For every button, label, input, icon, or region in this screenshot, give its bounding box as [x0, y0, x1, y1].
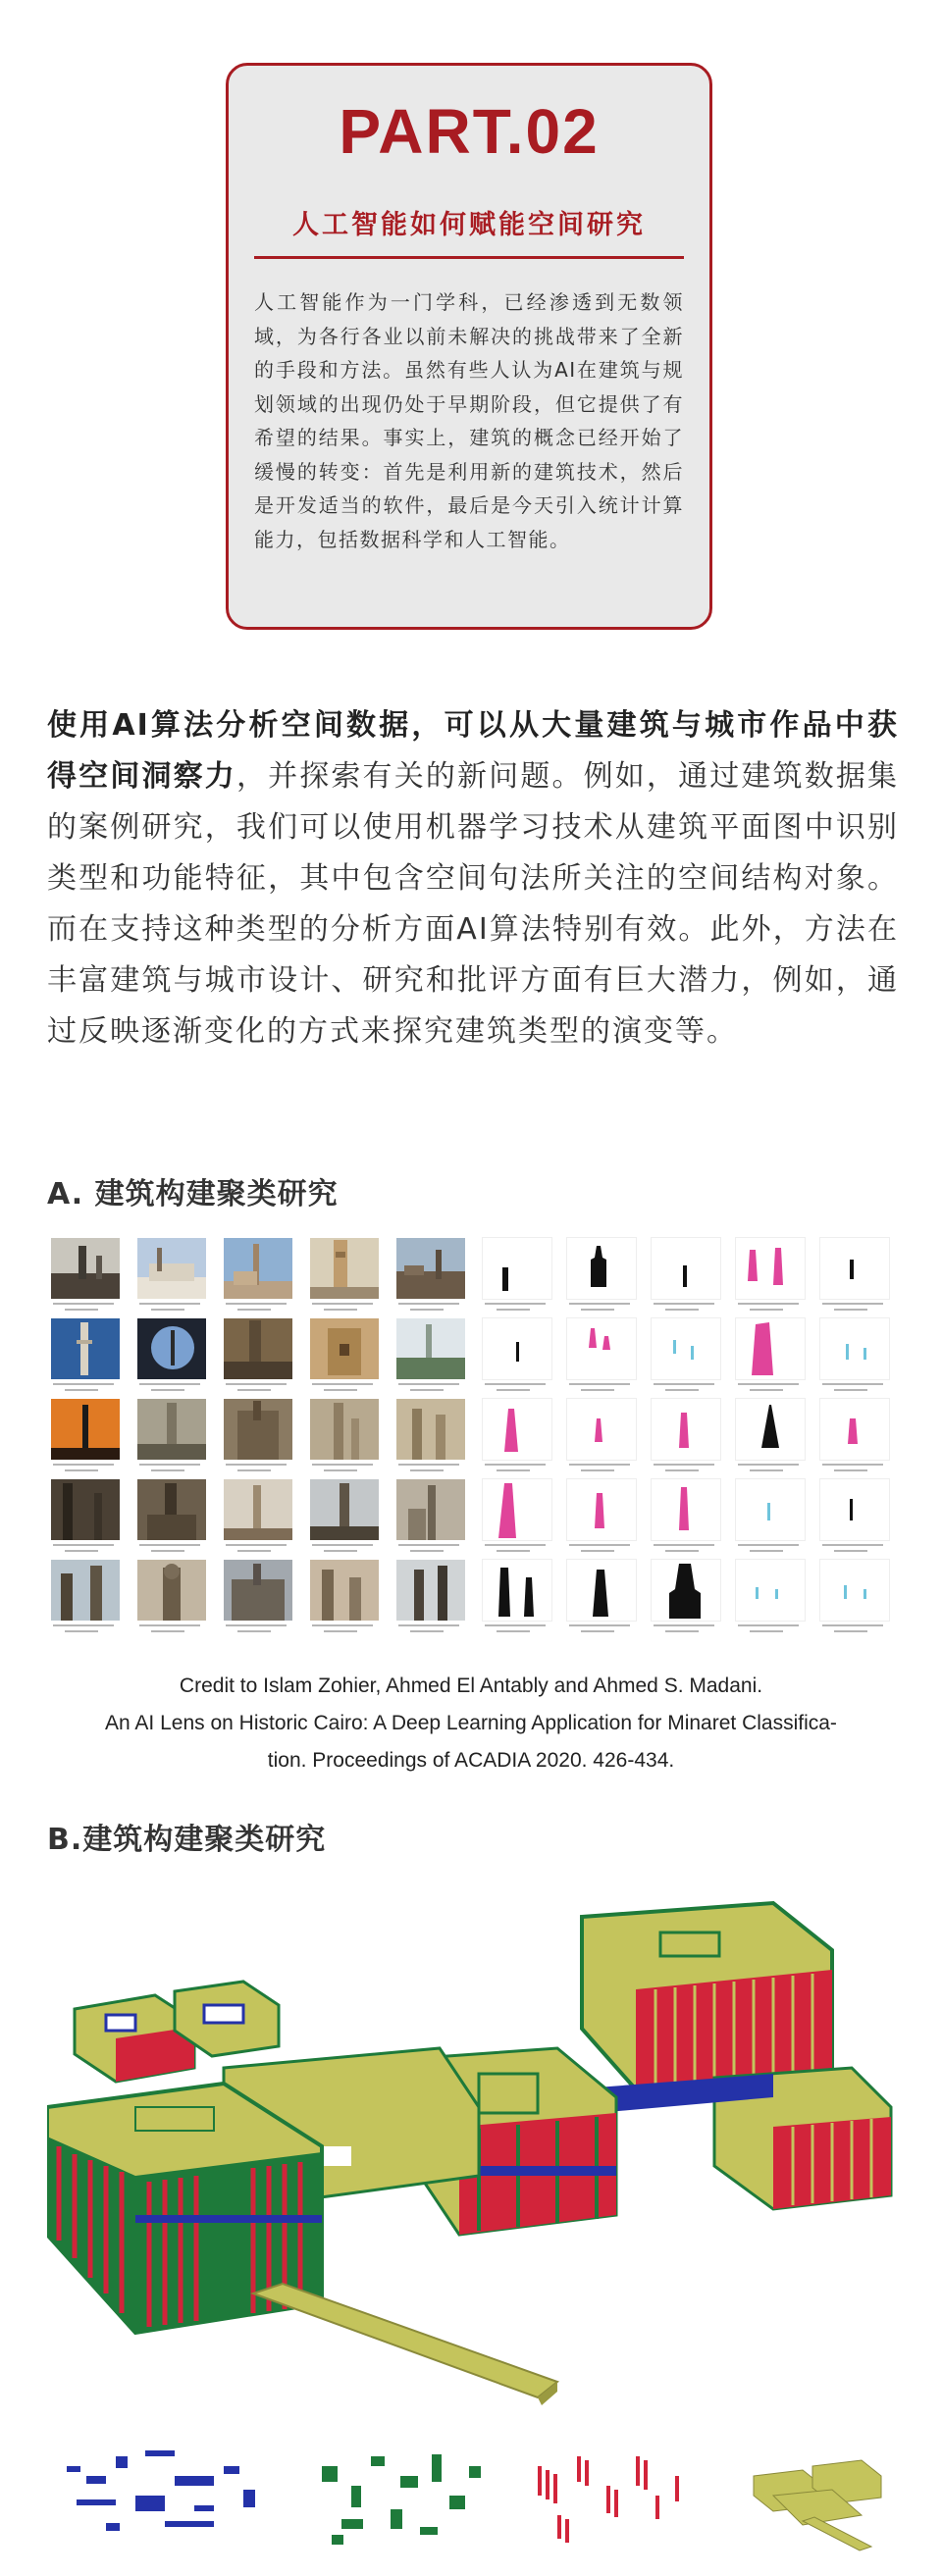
mask-thumbnail: [563, 1479, 644, 1560]
photo-thumbnail: [306, 1399, 387, 1479]
photo-thumbnail: [220, 1318, 300, 1399]
mask-thumbnail: [816, 1560, 897, 1640]
mask-thumbnail: [732, 1238, 812, 1318]
mask-thumbnail: [732, 1318, 812, 1399]
mask-thumbnail: [563, 1238, 644, 1318]
intro-paragraph: [47, 700, 899, 1057]
photo-thumbnail: [133, 1479, 214, 1560]
mask-thumbnail: [648, 1560, 728, 1640]
photo-thumbnail: [306, 1318, 387, 1399]
photo-thumbnail: [47, 1399, 128, 1479]
mask-thumbnail: [648, 1318, 728, 1399]
component-cluster-thumbnails: [47, 2437, 899, 2554]
photo-thumbnail: [47, 1479, 128, 1560]
photo-thumbnail: [392, 1399, 473, 1479]
mask-thumbnail: [648, 1238, 728, 1318]
part-title: PART.02: [339, 96, 600, 167]
mask-thumbnail: [648, 1479, 728, 1560]
image-credit: [0, 1668, 942, 1779]
part-card: [226, 63, 712, 630]
credit-line-2: An AI Lens on Historic Cairo: A Deep Learning Application for Minaret Classifica-: [105, 1712, 837, 1734]
building-model-render: [47, 1881, 899, 2431]
photo-thumbnail: [392, 1318, 473, 1399]
photo-thumbnail: [392, 1560, 473, 1640]
mask-thumbnail: [563, 1560, 644, 1640]
mask-thumbnail: [479, 1399, 559, 1479]
mask-thumbnail: [479, 1238, 559, 1318]
mask-thumbnail: [479, 1318, 559, 1399]
photo-thumbnail: [47, 1560, 128, 1640]
photo-thumbnail: [133, 1238, 214, 1318]
photo-thumbnail: [47, 1318, 128, 1399]
mask-thumbnail: [816, 1318, 897, 1399]
photo-thumbnail: [133, 1560, 214, 1640]
photo-thumbnail: [306, 1560, 387, 1640]
mask-thumbnail: [563, 1399, 644, 1479]
mask-thumbnail: [732, 1399, 812, 1479]
photo-thumbnail: [47, 1238, 128, 1318]
photo-thumbnail: [306, 1479, 387, 1560]
mask-thumbnail: [816, 1399, 897, 1479]
part-subtitle: 人工智能如何赋能空间研究: [292, 210, 646, 240]
photo-thumbnail: [133, 1318, 214, 1399]
mask-thumbnail: [816, 1479, 897, 1560]
part-divider: [254, 256, 684, 259]
mask-thumbnail: [479, 1479, 559, 1560]
mask-thumbnail: [563, 1318, 644, 1399]
mask-thumbnail: [479, 1560, 559, 1640]
photo-thumbnail: [220, 1238, 300, 1318]
intro-body: ，并探索有关的新问题。例如，通过建筑数据集的案例研究，我们可以使用机器学习技术从建筑平面图中识别类型和功能特征，其中包含空间句法所关注的空间结构对象。而在支持这种类型的分析方面AI算法特别有效。此外，方法在丰富建筑与城市设计、研究和批评方面有巨大潜力，例如，通过反映逐渐变化的方式来探究建筑类型的演变等。: [47, 759, 900, 1049]
mask-thumbnail: [732, 1560, 812, 1640]
mask-thumbnail: [816, 1238, 897, 1318]
photo-thumbnail: [220, 1479, 300, 1560]
minaret-image-grid: [47, 1238, 899, 1642]
mask-thumbnail: [648, 1399, 728, 1479]
section-b-heading: B.建筑构建聚类研究: [47, 1823, 327, 1857]
photo-thumbnail: [220, 1399, 300, 1479]
photo-thumbnail: [392, 1479, 473, 1560]
photo-thumbnail: [133, 1399, 214, 1479]
part-body-text: 人工智能作为一门学科，已经渗透到无数领域，为各行各业以前未解决的挑战带来了全新的手段和方法。虽然有些人认为AI在建筑与规划领域的出现仍处于早期阶段，但它提供了有希望的结果。事实上，建筑的概念已经开始了缓慢的转变：首先是利用新的建筑技术，然后是开发适当的软件，最后是今天引入统计计算能力，包括数据科学和人工智能。: [254, 290, 684, 551]
credit-line-3: tion. Proceedings of ACADIA 2020. 426-434.: [267, 1749, 675, 1772]
section-a-heading: A. 建筑构建聚类研究: [47, 1177, 339, 1211]
photo-thumbnail: [220, 1560, 300, 1640]
credit-line-1: Credit to Islam Zohier, Ahmed El Antably and Ahmed S. Madani.: [179, 1674, 763, 1697]
mask-thumbnail: [732, 1479, 812, 1560]
photo-thumbnail: [306, 1238, 387, 1318]
photo-thumbnail: [392, 1238, 473, 1318]
intro-bold-lead: 使用AI算法分析空间数据，可以从大量建筑与城市作品中获得空间洞察力: [47, 708, 899, 794]
